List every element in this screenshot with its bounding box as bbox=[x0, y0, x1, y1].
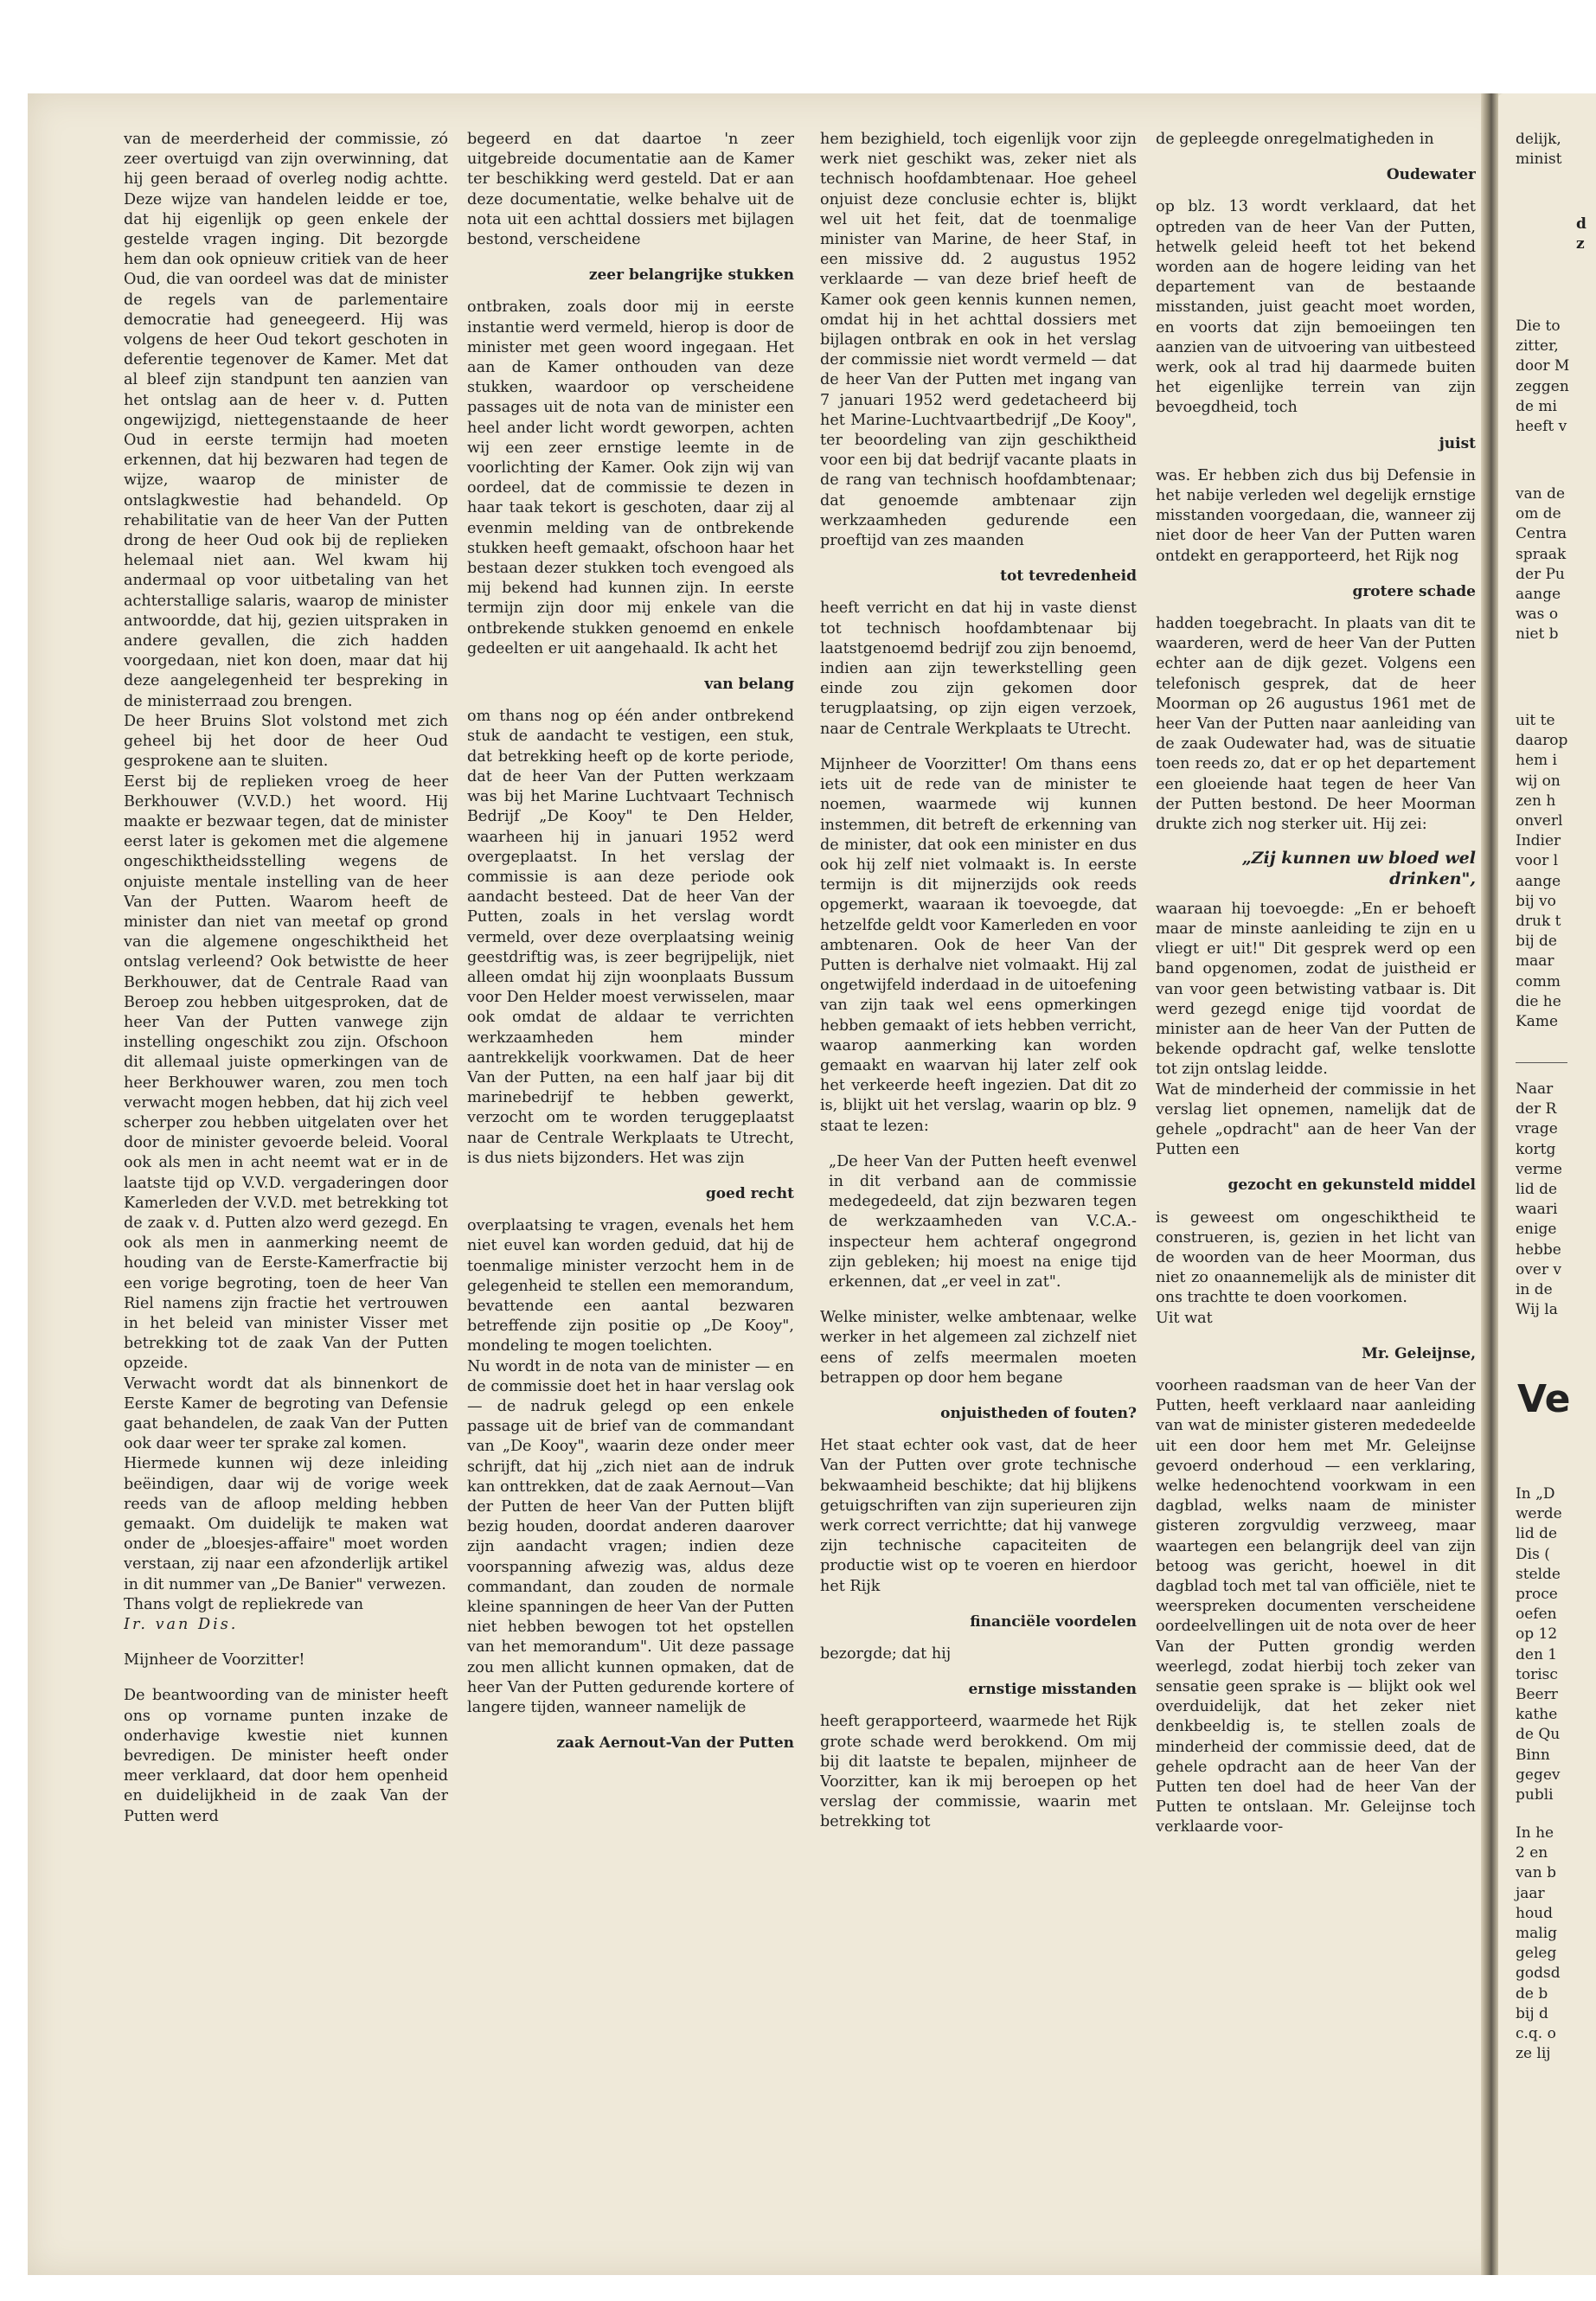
page-spine bbox=[1481, 93, 1498, 2275]
fragment-line: uit te bbox=[1516, 712, 1555, 729]
fragment-line: niet b bbox=[1516, 625, 1559, 644]
fragment-line: waari bbox=[1516, 1201, 1558, 1219]
fragment-line: comm bbox=[1516, 972, 1561, 990]
fragment-block-g bbox=[1516, 1484, 1562, 1805]
fragment-block-f bbox=[1516, 1080, 1562, 1320]
fragment-line: spraak bbox=[1516, 545, 1567, 563]
fragment-line: zitter, bbox=[1516, 337, 1559, 356]
fragment-line: publi bbox=[1516, 1786, 1554, 1804]
fragment-block-h bbox=[1516, 1823, 1561, 2064]
fragment-line: werde bbox=[1516, 1505, 1562, 1523]
fragment-line: der Pu bbox=[1516, 565, 1565, 583]
fragment-line: bij d bbox=[1516, 2004, 1548, 2022]
paragraph: Nu wordt in de nota van de minister — en de commissie doet het in haar verslag ook — de nadruk gelegd op een enkele passage uit de brief van de commandant van „De Kooy", waarin deze onder meer schrijft, dat hij „zich niet aan de indruk kan onttrekken, dat de zaak Aernout—Van der Putten de heer Van der Putten blijft bezig houden, doordat anderen daarover zijn aandacht vragen; indien deze voorspanning afwezig was, aldus deze commandant, dan zouden de normale kleine spanningen de heer Van der Putten niet hebben bewogen tot het opstellen van het memorandum". Uit deze passage zou men allicht kunnen opmaken, dat de heer Van der Putten gedurende kortere of langere tijden, wanneer namelijk de bbox=[467, 1357, 794, 1717]
fragment-block-a bbox=[1516, 130, 1562, 170]
subheading: goed recht bbox=[705, 1184, 794, 1202]
subheading: financiële voordelen bbox=[970, 1612, 1137, 1631]
subheading: tot tevredenheid bbox=[1000, 567, 1137, 586]
paragraph: overplaatsing te vragen, evenals het hem niet euvel kan worden geduid, dat hij de toenmalige minister verzocht hem in de gelegenheid te stellen een memorandum, bevattende een aantal bezwaren betreffende zijn positie op „De Kooy", mondeling te mogen toelichten. bbox=[467, 1217, 794, 1356]
fragment-line: bij vo bbox=[1516, 892, 1556, 910]
paragraph: Welke minister, welke ambtenaar, welke werker in het algemeen zal zichzelf niet eens of zelfs meermalen moeten betrappen op door hem begane bbox=[820, 1309, 1137, 1387]
fragment-line: Centra bbox=[1516, 525, 1567, 543]
fragment-line: kortg bbox=[1516, 1140, 1556, 1158]
column-3 bbox=[820, 130, 1137, 2206]
paragraph: Mijnheer de Voorzitter! Om thans eens iets uit de rede van de minister te noemen, waarmede wij kunnen instemmen, dit betreft de erkenning van de minister, dat ook een minister en dus ook hij zelf niet volmaakt is. In eerste termijn is dit mijnerzijds ook reeds opgemerkt, waaraan ik toevoegde, dat hetzelfde geldt voor Kamerleden en voor ambtenaren. Ook de heer Van der Putten is derhalve niet volmaakt. Hij zal ongetwijfeld inderdaad in de uitoefening van zijn taak wel eens opmerkingen hebben gemaakt of iets hebben verricht, waarop aanmerking kan worden gemaakt en waarvan hij later zelf ook het verkeerde heeft ingezien. Dat dit zo is, blijkt uit het verslag, waarin op blz. 9 staat te lezen: bbox=[820, 755, 1137, 1135]
fragment-line: geleg bbox=[1516, 1945, 1557, 1963]
paragraph: De beantwoording van de minister heeft ons op vorname punten inzake de onderhavige kwestie niet kunnen bevredigen. De minister heeft onder meer verklaard, dat door hem openheid en duidelijkheid in de zaak Van der Putten werd bbox=[124, 1687, 448, 1825]
fragment-block-e bbox=[1516, 711, 1567, 1032]
fragment-line: zen h bbox=[1516, 792, 1556, 810]
fragment-line: over v bbox=[1516, 1260, 1562, 1279]
fragment-line: van de bbox=[1516, 485, 1566, 503]
subheading: gezocht en gekunsteld middel bbox=[1227, 1176, 1476, 1195]
fragment-line: in de bbox=[1516, 1281, 1553, 1299]
paragraph: de gepleegde onregelmatigheden in bbox=[1156, 131, 1434, 148]
fragment-line: Kame bbox=[1516, 1013, 1559, 1031]
fragment-line: die he bbox=[1516, 992, 1561, 1010]
fragment-line: verme bbox=[1516, 1160, 1562, 1178]
fragment-line: Indier bbox=[1516, 832, 1561, 850]
fragment-line: hem i bbox=[1516, 752, 1557, 770]
subheading: Oudewater bbox=[1386, 166, 1476, 184]
fragment-block-d bbox=[1516, 484, 1567, 645]
fragment-line: gegev bbox=[1516, 1766, 1561, 1784]
paragraph: hadden toegebracht. In plaats van dit te waarderen, werd de heer Van der Putten echter aan de dijk gezet. Volgens een telefonisch gesprek, dat de heer Moorman op 26 augustus 1961 met de heer Van der Putten naar aanleiding van de zaak Oudewater had, was de situatie toen reeds zo, dat er op het departement een gloeiende haat tegen de heer Van der Putten bestond. De heer Moorman drukte zich nog sterker uit. Hij zei: bbox=[1156, 615, 1476, 834]
column-2 bbox=[467, 130, 794, 2206]
fragment-line: de mi bbox=[1516, 397, 1557, 415]
subheading-quote: „Zij kunnen uw bloed wel drinken", bbox=[1241, 849, 1476, 888]
fragment-line: der R bbox=[1516, 1100, 1557, 1118]
paragraph: waaraan hij toevoegde: „En er behoeft maar de minste aanleiding te zijn en u vliegt er uit!" Dit gesprek werd op een band opgenomen, zodat de juistheid er van voor geen betwisting vatbaar is. Dit werd gezegd enige tijd voordat de minister aan de heer Van der Putten de bekende opdracht gaf, welke tenslotte tot zijn ontslag leidde. bbox=[1156, 900, 1476, 1079]
fragment-line: daarop bbox=[1516, 732, 1568, 750]
fragment-block-b bbox=[1576, 215, 1586, 254]
fragment-line: om de bbox=[1516, 505, 1561, 523]
fragment-line: onverl bbox=[1516, 812, 1563, 830]
paragraph: Thans volgt de repliekrede van bbox=[124, 1595, 364, 1613]
paragraph: Verwacht wordt dat als binnenkort de Eerste Kamer de begroting van Defensie gaat behandelen, de zaak Van der Putten ook daar weer ter sprake zal komen. bbox=[124, 1375, 448, 1453]
fragment-line: houd bbox=[1516, 1904, 1554, 1922]
subheading: zaak Aernout-Van der Putten bbox=[556, 1734, 794, 1753]
fragment-line: druk t bbox=[1516, 913, 1561, 931]
fragment-line: torisc bbox=[1516, 1665, 1558, 1683]
paragraph: was. Er hebben zich dus bij Defensie in het nabije verleden wel degelijk ernstige misstanden voorgedaan, die, wanneer zij niet door de heer Van der Putten waren ontdekt en gerapporteerd, het Rijk nog bbox=[1156, 466, 1476, 565]
fragment-line: van b bbox=[1516, 1864, 1556, 1882]
subheading: onjuistheden of fouten? bbox=[940, 1404, 1137, 1422]
fragment-line: voor l bbox=[1516, 852, 1559, 870]
column-4 bbox=[1156, 130, 1476, 2206]
fragment-line: delijk, bbox=[1516, 131, 1561, 148]
fragment-line: lid de bbox=[1516, 1525, 1558, 1543]
divider bbox=[1516, 1062, 1567, 1063]
paragraph: is geweest om ongeschiktheid te construeren, is, gezien in het licht van de woorden van de heer Moorman, dus niet zo onaannemelijk als de minister dit ons trachtte te doen voorkomen. bbox=[1156, 1208, 1476, 1307]
fragment-line: aange bbox=[1516, 872, 1561, 890]
paragraph: Het staat echter ook vast, dat de heer Van der Putten over grote technische bekwaamheid beschikte; dat hij blijkens getuigschriften van zijn superieuren zijn werk correct verrichtte; dat hij vanwege zijn technische capaciteiten de productie wist op te voeren en hierdoor het Rijk bbox=[820, 1437, 1137, 1595]
paragraph: De heer Bruins Slot volstond met zich geheel bij het door de heer Oud gesprokene aan te sluiten. bbox=[124, 712, 448, 771]
fragment-line: malig bbox=[1516, 1925, 1558, 1943]
paragraph: begeerd en dat daartoe 'n zeer uitgebreide documentatie aan de Kamer ter beschikking werd gesteld. Dat er aan deze documentatie, welke behalve uit de nota uit een achttal dossiers met bijlagen bestond, verscheidene bbox=[467, 131, 794, 249]
fragment-line: In „D bbox=[1516, 1485, 1555, 1503]
subheading: juist bbox=[1439, 434, 1476, 452]
paragraph: voorheen raadsman van de heer Van der Putten, heeft verklaard naar aanleiding van wat de minister gisteren mededeelde uit een door hem met Mr. Geleijnse gevoerd onderhoud — een verklaring, welke hedenochtend voorkwam in een dagblad, welks naam de minister gisteren zorgvuldig verzweeg, maar waartegen een belangrijk deel van zijn betoog was gericht, hoewel in dit dagblad toch met tal van officiële, niet te weerspreken documenten verscheidene oordeelvellingen uit de nota over de heer Van der Putten grondig werden weerlegd, zodat hierbij toch zeker van sensatie geen sprake is — blijkt ook wel overduidelijk, dat het zeker niet denkbeeldig is, te stellen zoals de minderheid der commissie deed, dat de gehele opdracht aan de heer Van der Putten ten doel had de heer Van der Putten te ontslaan. Mr. Geleijnse toch verklaarde voor- bbox=[1156, 1376, 1476, 1836]
subheading: ernstige misstanden bbox=[968, 1681, 1137, 1699]
paragraph: ontbraken, zoals door mij in eerste instantie werd vermeld, hierop is door de minister met geen woord ingegaan. Het aan de Kamer onthouden van deze stukken, waardoor op verscheidene passages uit de nota van de minister een heel ander licht wordt geworpen, achten wij een zeer ernstige leemte in de voorlichting der Kamer. Ook zijn wij van oordeel, dat de commissie te dezen in haar taak tekort is geschoten, daar zij al evenmin melding van de ontbrekende stukken heeft gemaakt, ofschoon haar het bestaan dezer stukken toch evengoed als mij bekend had kunnen zijn. In eerste termijn zijn door mij enkele van die ontbrekende stukken genoemd en enkele gedeelten er uit aangehaald. Ik acht het bbox=[467, 298, 794, 657]
fragment-line: hebbe bbox=[1516, 1240, 1561, 1259]
paragraph: Uit wat bbox=[1156, 1309, 1213, 1327]
fragment-line: heeft v bbox=[1516, 418, 1567, 436]
fragment-line: 2 en bbox=[1516, 1844, 1548, 1862]
paragraph: van de meerderheid der commissie, zó zeer overtuigd van zijn overwinning, dat hij geen beraad of overleg nodig achtte. Deze wijze van handelen leidde er toe, dat hij eigenlijk op geen enkele der gestelde vragen inging. Dit bezorgde hem dan ook opnieuw critiek van de heer Oud, die van oordeel was dat de minister de regels van de parlementaire democratie had geneegeerd. Hij was volgens de heer Oud tekort geschoten in deferentie tegenover de Kamer. Met dat al bleef zijn standpunt ten aanzien van het ontslag aan de heer v. d. Putten ongewijzigd, niettegenstaande de heer Oud in eerste termijn had moeten erkennen, dat hij bezwaren had tegen de wijze, waarop de minister de ontslagkwestie had behandeld. Op rehabilitatie van de heer Van der Putten drong de heer Oud ook bij de replieken helemaal niet aan. Wel kwam hij andermaal op voor uitbetaling van het achterstallige salaris, waarop de minister antwoordde, dat hij, gezien uitspraken in andere gevallen, die zich hadden voorgedaan, niet kon doen, maar dat hij deze aangelegenheid ter bespreking in de ministerraad zou brengen. bbox=[124, 131, 448, 710]
fragment-line: Naar bbox=[1516, 1080, 1554, 1098]
paragraph: op blz. 13 wordt verklaard, dat het optreden van de heer Van der Putten, hetwelk geleid heeft tot het bekend worden aan de hogere leiding van het departement van de bestaande misstanden, juist geacht moet worden, en voorts dat zijn bemoeiingen ten aanzien van de uitvoering van uitbesteed werk, ook al trad hij daarmede buiten het eigenlijke terrein van zijn bevoegdheid, toch bbox=[1156, 198, 1476, 417]
fragment-line: stelde bbox=[1516, 1565, 1561, 1583]
fragment-line: zeggen bbox=[1516, 377, 1569, 395]
fragment-line: z bbox=[1576, 235, 1585, 253]
fragment-line: kathe bbox=[1516, 1706, 1558, 1724]
fragment-line: d bbox=[1576, 215, 1586, 233]
quotation: „De heer Van der Putten heeft evenwel in dit verband aan de commissie medegedeeld, dat zijn bezwaren tegen de werkzaamheden van V.C.A.-inspecteur hem achteraf ongegrond zijn gebleken; hij moest na enige tijd erkennen, dat „er veel in zat". bbox=[829, 1152, 1137, 1291]
fragment-line: minist bbox=[1516, 151, 1562, 169]
fragment-line: was o bbox=[1516, 606, 1559, 624]
fragment-line: door M bbox=[1516, 357, 1570, 375]
signature-name: Ir. van Dis. bbox=[124, 1616, 239, 1634]
fragment-line: bij de bbox=[1516, 933, 1557, 951]
fragment-line: ze lij bbox=[1516, 2045, 1551, 2063]
fragment-line: Wij la bbox=[1516, 1301, 1558, 1319]
fragment-line: aange bbox=[1516, 586, 1561, 604]
fragment-line: jaar bbox=[1516, 1884, 1545, 1902]
fragment-line: oefen bbox=[1516, 1606, 1557, 1624]
fragment-line: lid de bbox=[1516, 1181, 1558, 1199]
salutation: Mijnheer de Voorzitter! bbox=[124, 1651, 305, 1670]
paragraph: bezorgde; dat hij bbox=[820, 1645, 952, 1663]
fragment-line: In he bbox=[1516, 1824, 1554, 1842]
paragraph: hem bezighield, toch eigenlijk voor zijn werk niet geschikt was, zeker niet als technisch hoofdambtenaar. Hoe geheel onjuist deze conclusie echter is, blijkt wel uit het feit, dat de toenmalige minister van Marine, de heer Staf, in een missive dd. 2 augustus 1952 verklaarde — van deze brief heeft de Kamer ook geen kennis kunnen nemen, omdat hij in het achttal dossiers met bijlagen ontbrak en ook in het verslag der commissie niet wordt vermeld — dat de heer Van der Putten met ingang van 7 januari 1952 werd gedetacheerd bij het Marine-Luchtvaartbedrijf „De Kooy", ter beoordeling van zijn geschiktheid voor een bij dat bedrijf vacante plaats in de rang van technisch hoofdambtenaar; dat genoemde ambtenaar zijn werkzaamheden gedurende een proeftijd van zes maanden bbox=[820, 131, 1137, 550]
fragment-line: de b bbox=[1516, 1984, 1548, 2003]
paragraph: heeft gerapporteerd, waarmede het Rijk grote schade werd berokkend. Om mij bij dit laatste te bepalen, mijnheer de Voorzitter, kan ik mij beroepen op het verslag der commissie, waarin met betrekking tot bbox=[820, 1713, 1137, 1831]
fragment-line: maar bbox=[1516, 952, 1554, 971]
fragment-line: c.q. o bbox=[1516, 2025, 1556, 2043]
fragment-line: vrage bbox=[1516, 1120, 1558, 1138]
fragment-line: Beerr bbox=[1516, 1686, 1558, 1704]
fragment-block-c bbox=[1516, 317, 1569, 437]
fragment-line: Binn bbox=[1516, 1746, 1550, 1764]
fragment-line: proce bbox=[1516, 1586, 1558, 1604]
fragment-line: de Qu bbox=[1516, 1726, 1561, 1744]
fragment-line: den 1 bbox=[1516, 1645, 1558, 1663]
subheading: van belang bbox=[704, 676, 794, 694]
fragment-line: wij on bbox=[1516, 772, 1561, 790]
fragment-line: Dis ( bbox=[1516, 1545, 1550, 1563]
fragment-line: enige bbox=[1516, 1221, 1557, 1239]
paragraph: Wat de minderheid der commissie in het verslag liet opnemen, namelijk dat de gehele „opdracht" aan de heer Van der Putten een bbox=[1156, 1080, 1476, 1159]
paragraph: Hiermede kunnen wij deze inleiding beëindigen, daar wij de vorige week reeds van de afloop melding hebben gemaakt. Om duidelijk te maken wat onder de „bloesjes-affaire" moet worden verstaan, zij naar een afzonderlijk artikel in dit nummer van „De Banier" verwezen. bbox=[124, 1455, 448, 1593]
subheading: grotere schade bbox=[1352, 582, 1476, 600]
adjacent-page-fragment bbox=[1498, 93, 1596, 2275]
fragment-line: godsd bbox=[1516, 1965, 1561, 1983]
paragraph: om thans nog op één ander ontbrekend stuk de aandacht te vestigen, een stuk, dat betrekking heeft op de korte periode, dat de heer Van der Putten werkzaam was bij het Marine Luchtvaart Technisch Bedrijf „De Kooy" te Den Helder, waarheen hij in januari 1952 werd overgeplaatst. In het verslag der commissie is aan deze periode ook aandacht besteed. Dat de heer Van der Putten, zoals in het verslag wordt vermeld, over deze overplaatsing weinig geestdriftig was, is zeer begrijpelijk, niet alleen omdat hij zijn woonplaats Bussum voor Den Helder moest verwisselen, maar ook omdat de aldaar te verrichten werkzaamheden hem minder aantrekkelijk voorkwamen. Dat de heer Van der Putten, na een half jaar bij dit marinebedrijf te hebben gewerkt, verzocht om te worden teruggeplaatst naar de Centrale Werkplaats te Utrecht, is dus niets bijzonders. Het was zijn bbox=[467, 708, 794, 1167]
subheading: Mr. Geleijnse, bbox=[1362, 1344, 1476, 1362]
column-1 bbox=[124, 130, 448, 2206]
headline-fragment: Ve bbox=[1517, 1377, 1571, 1421]
fragment-line: op 12 bbox=[1516, 1625, 1558, 1644]
paragraph: heeft verricht en dat hij in vaste dienst tot technisch hoofdambtenaar bij laatstgenoemd bedrijf zou zijn benoemd, indien aan zijn tewerkstelling geen einde zou zijn gekomen door terugplaatsing, op zijn eigen verzoek, naar de Centrale Werkplaats te Utrecht. bbox=[820, 599, 1137, 738]
paragraph: Eerst bij de replieken vroeg de heer Berkhouwer (V.V.D.) het woord. Hij maakte er bezwaar tegen, dat de minister eerst later is gekomen met die algemene ongeschiktheidsstelling wegens de onjuiste mentale instelling van de heer Van der Putten. Waarom heeft de minister dan niet van meetaf op grond van die algemene ongeschiktheid het ontslag verleend? Ook betwistte de heer Berkhouwer, dat de Centrale Raad van Beroep zou hebben uitgesproken, dat de heer Van der Putten vanwege zijn instelling ongeschikt zou zijn. Ofschoon dit allemaal juiste opmerkingen van de heer Berkhouwer waren, zou men toch verwacht mogen hebben, dat hij zich veel scherper zou hebben uitgelaten over het door de minister gevoerde beleid. Vooral ook als men in acht neemt wat er in de laatste tijd op V.V.D. vergaderingen door Kamerleden der V.V.D. met betrekking tot de zaak v. d. Putten alzo werd gezegd. En ook als men in aanmerking neemt de houding van de Eerste-Kamerfractie bij een vorige begroting, toen de heer Van Riel namens zijn fractie het vertrouwen in het beleid van minister Visser met betrekking tot de zaak Van der Putten opzeide. bbox=[124, 772, 448, 1373]
fragment-line: Die to bbox=[1516, 317, 1561, 335]
subheading: zeer belangrijke stukken bbox=[588, 266, 794, 285]
